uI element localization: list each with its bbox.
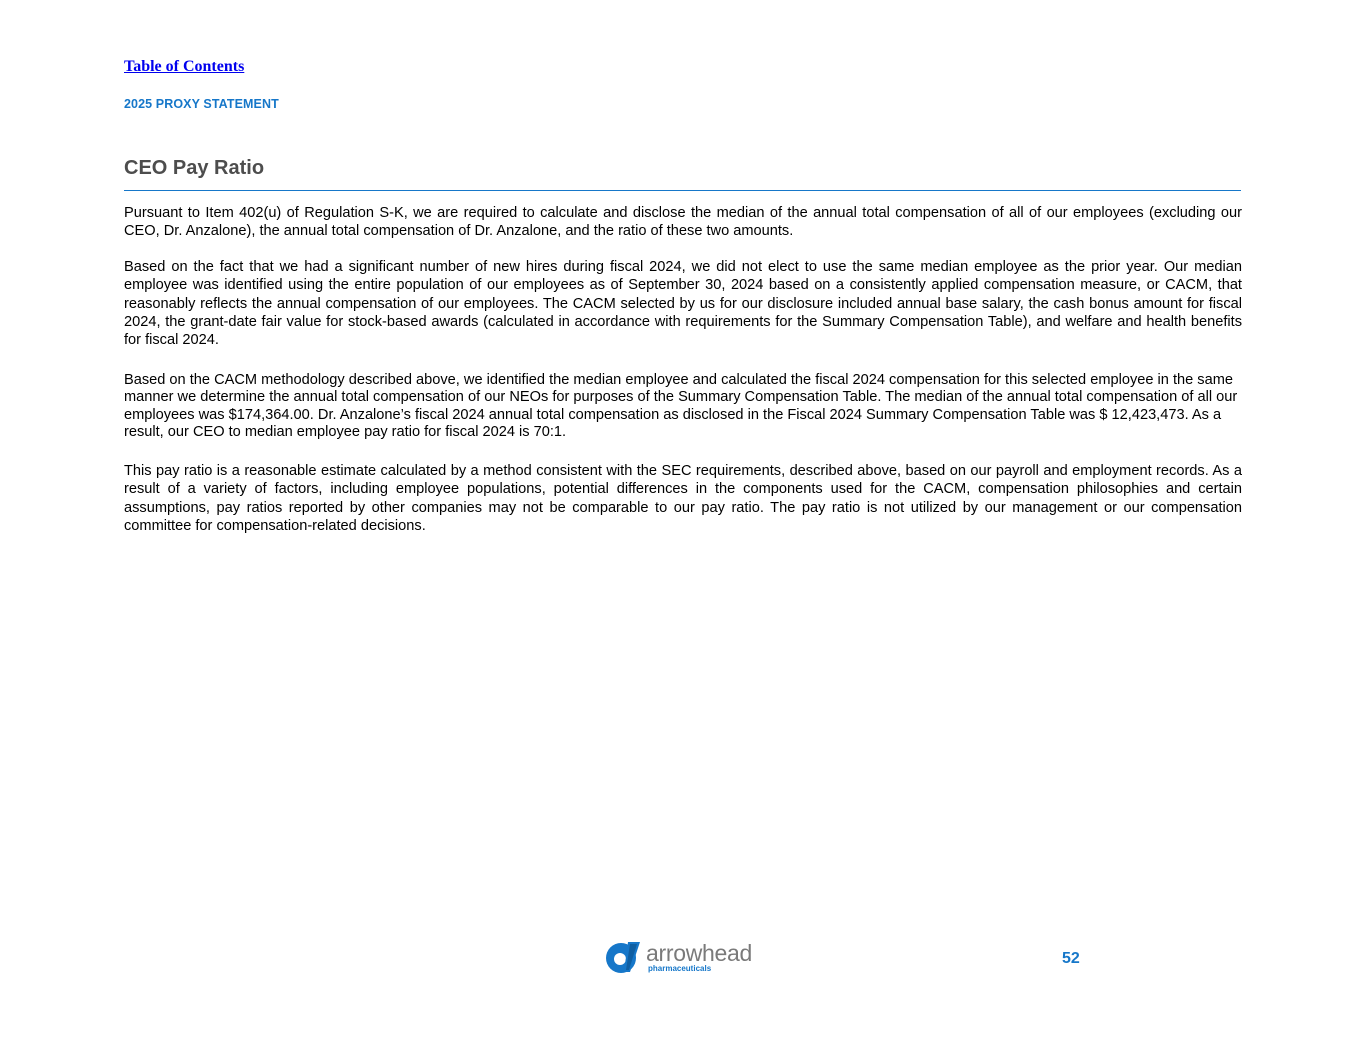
logo-subtitle: pharmaceuticals [648,963,712,973]
table-of-contents-link[interactable]: Table of Contents [124,58,245,75]
paragraph-cacm-methodology: Based on the CACM methodology described above, we identified the median employee and calculated the fiscal 2024 compensation for this selected employee in the same manner we determine the annual total compensation of our NEOs for purposes of the Summary Compensation Table. The median of the annual total compensation of all our employees was $174,364.00. Dr. Anzalone’s fiscal 2024 annual total compensation as disclosed in the Fiscal 2024 Summary Compensation Table was $ 12,423,473. As a result, our CEO to median employee pay ratio for fiscal 2024 is 70:1. [124,372,1238,440]
paragraph-pay-ratio-estimate: This pay ratio is a reasonable estimate calculated by a method consistent with the SEC requirements, described above, based on our payroll and employment records. As a result of a variety of factors, including employee populations, potential differences in the components used for the CACM, compensation philosophies and certain assumptions, pay ratios reported by other companies may not be comparable to our pay ratio. The pay ratio is not utilized by our management or our compensation committee for compensation-related decisions. [124,463,1242,534]
arrowhead-logo-icon [606,940,642,974]
page-number: 52 [1062,950,1080,967]
section-title: CEO Pay Ratio [124,157,265,179]
logo-wordmark: arrowhead [646,939,752,966]
proxy-statement-header: 2025 PROXY STATEMENT [124,97,279,111]
arrowhead-logo [606,938,761,976]
section-divider [124,190,1241,191]
paragraph-median-employee: Based on the fact that we had a significant number of new hires during fiscal 2024, we did not elect to use the same median employee as the prior year. Our median employee was identified using the entire population of our employees as of September 30, 2024 based on a consistently applied compensation measure, or CACM, that reasonably reflects the annual compensation of our employees. The CACM selected by us for our disclosure included annual base salary, the cash bonus amount for fiscal 2024, the grant-date fair value for stock-based awards (calculated in accordance with requirements for the Summary Compensation Table), and welfare and health benefits for fiscal 2024. [124,259,1242,349]
paragraph-item-402u: Pursuant to Item 402(u) of Regulation S-K, we are required to calculate and disclose the median of the annual total compensation of all of our employees (excluding our CEO, Dr. Anzalone), the annual total compensation of Dr. Anzalone, and the ratio of these two amounts. [124,205,1242,240]
